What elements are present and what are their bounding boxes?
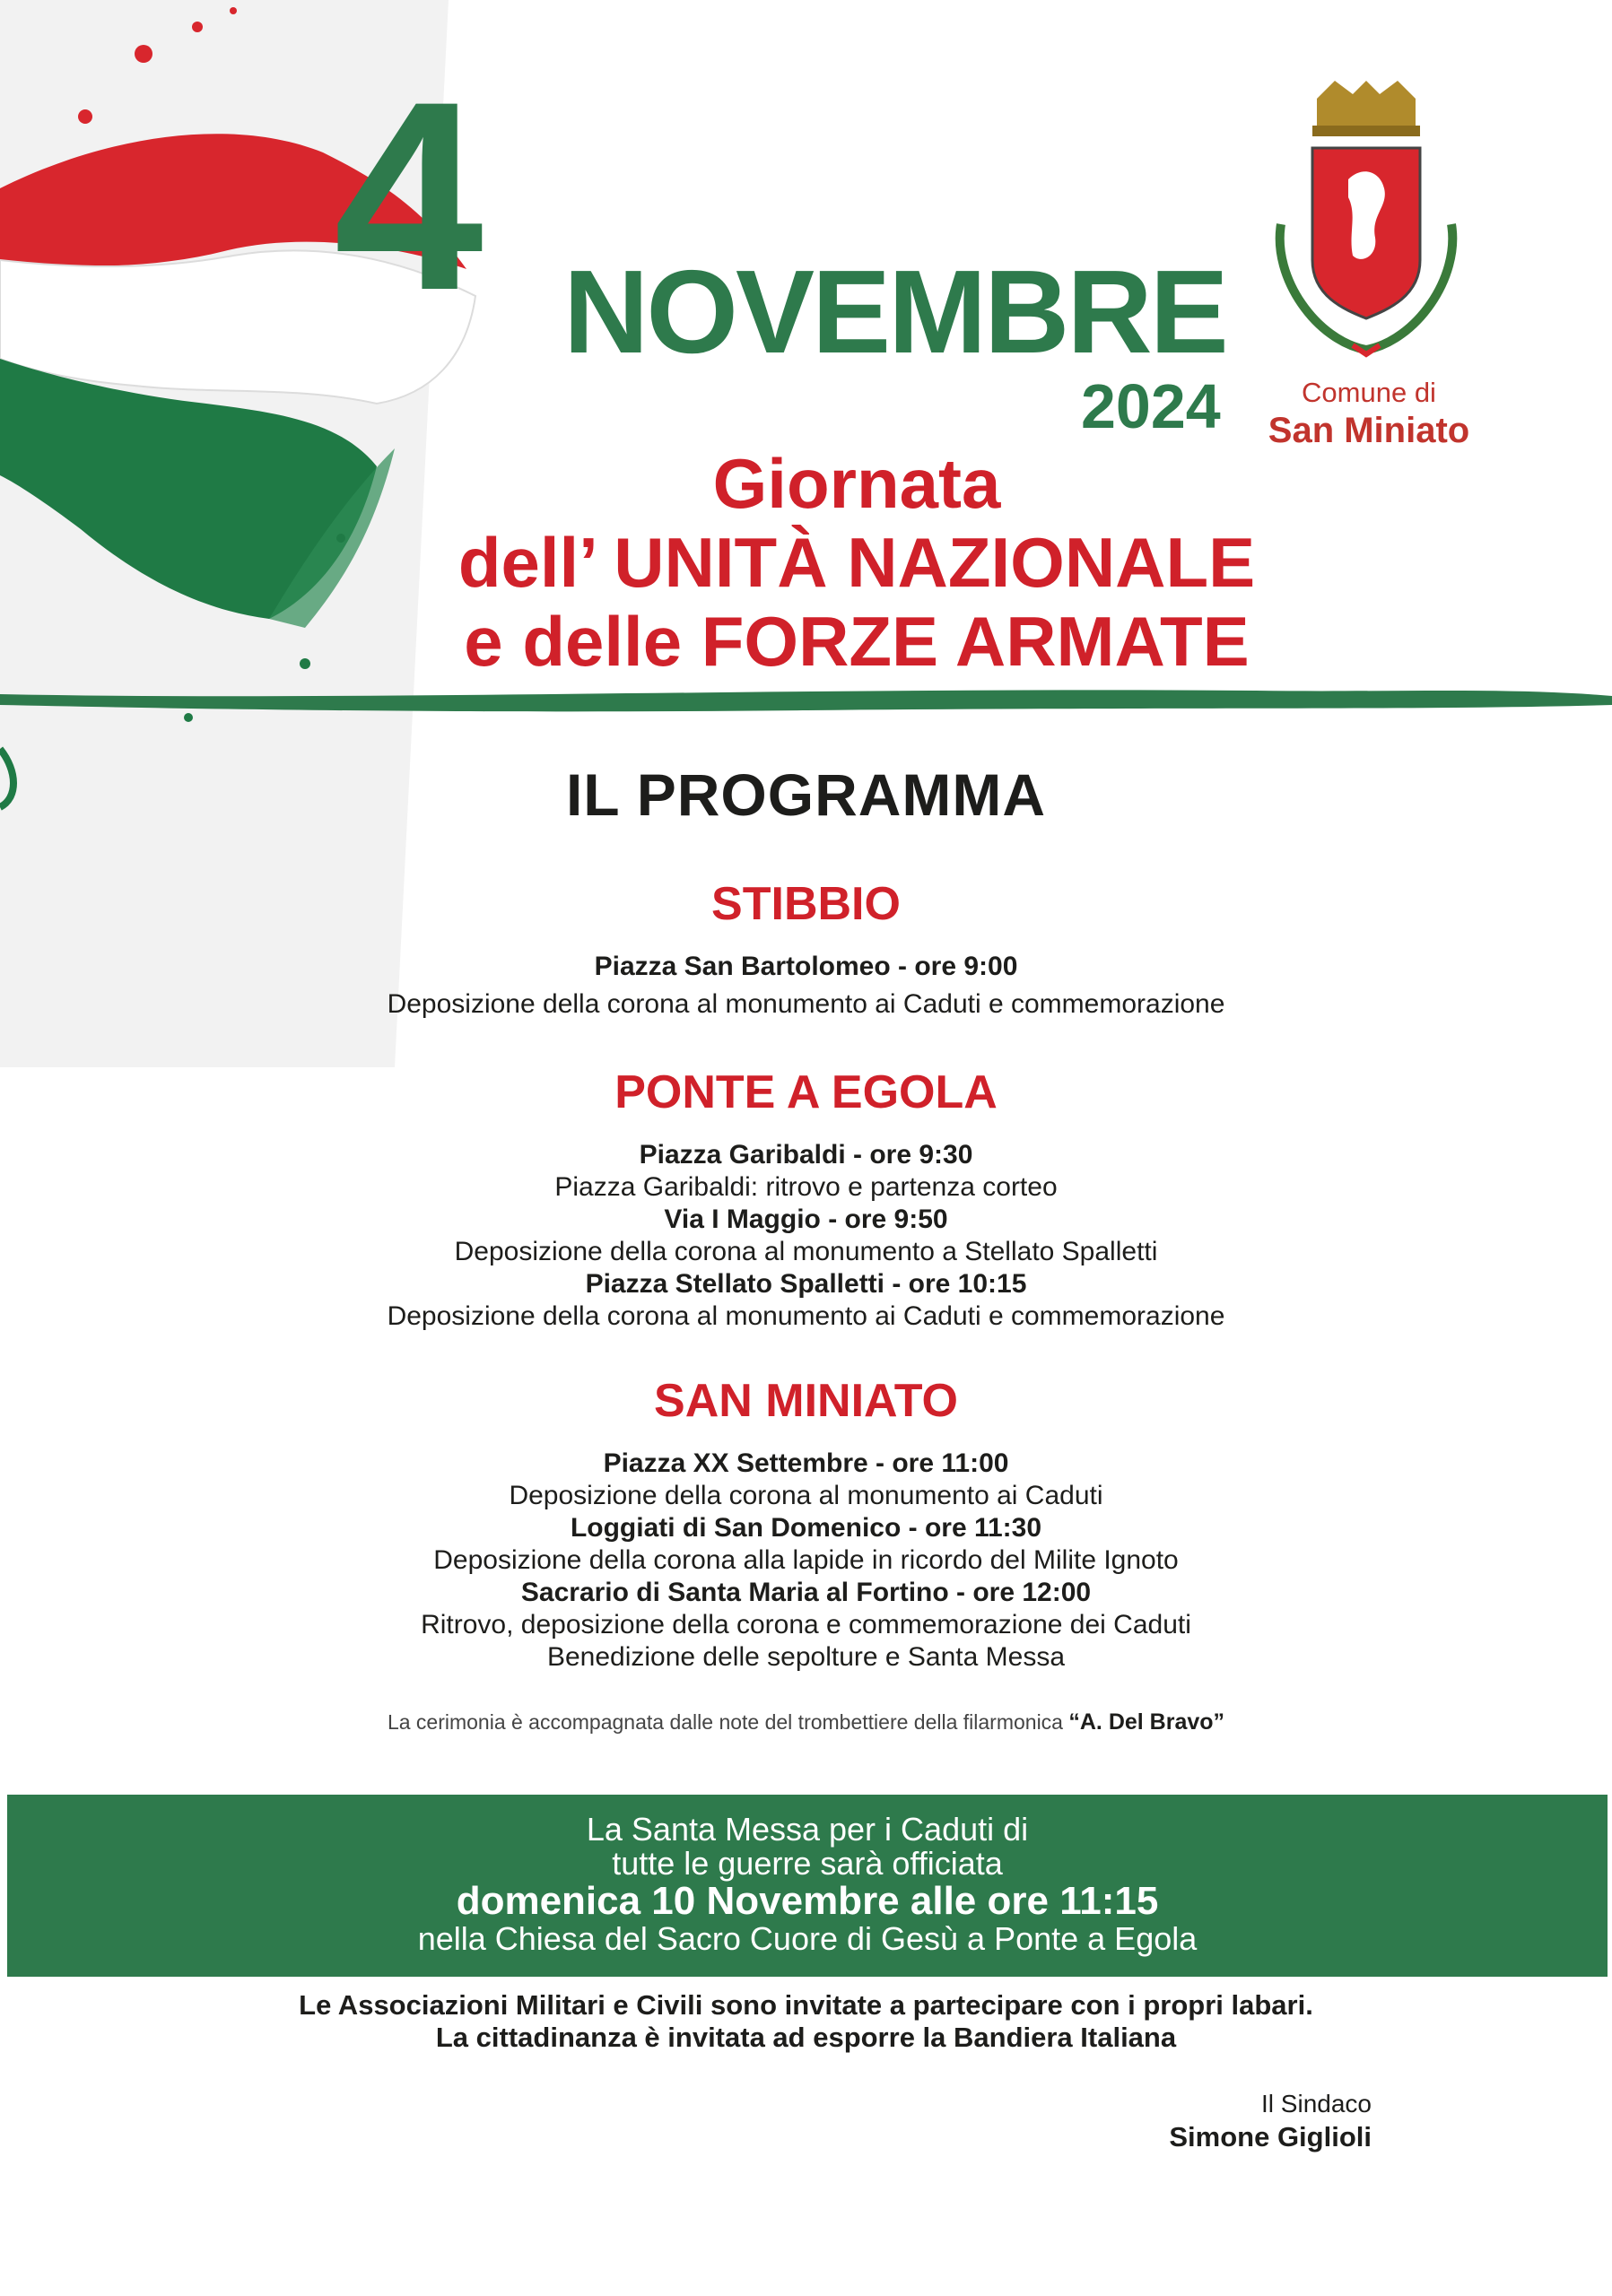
event-description: Piazza Garibaldi: ritrovo e partenza corteo: [554, 1172, 1058, 1202]
comune-name: San Miniato: [1268, 411, 1470, 450]
program-title: IL PROGRAMMA: [565, 761, 1047, 828]
banner-date: domenica 10 Novembre alle ore 11:15: [456, 1879, 1159, 1923]
section-title: SAN MINIATO: [654, 1375, 958, 1427]
section-title: STIBBIO: [711, 878, 901, 930]
section-ponte-a-egola: [0, 1065, 1612, 1333]
ceremony-note-band: “A. Del Bravo”: [1068, 1709, 1225, 1735]
event-time-line: Piazza XX Settembre - ore 11:00: [603, 1448, 1009, 1478]
mass-banner: [7, 1795, 1608, 1977]
signature-name: Simone Giglioli: [1169, 2121, 1372, 2152]
event-time-line: Piazza San Bartolomeo - ore 9:00: [594, 952, 1018, 981]
invitation: [0, 1989, 1612, 2054]
headline-line-2: dell’ UNITÀ NAZIONALE: [457, 523, 1256, 602]
event-headline: [341, 444, 1372, 681]
invitation-line-2: La cittadinanza è invitata ad esporre la Bandiera Italiana: [435, 2022, 1177, 2053]
event-description: Deposizione della corona al monumento ai Caduti e commemorazione: [387, 1301, 1225, 1331]
ceremony-note-text: La cerimonia è accompagnata dalle note del trombettiere della filarmonica: [387, 1710, 1063, 1734]
headline-line-3: e delle FORZE ARMATE: [464, 602, 1250, 681]
event-year: 2024: [1081, 371, 1221, 441]
event-description: Deposizione della corona al monumento ai Caduti e commemorazione: [387, 989, 1225, 1019]
event-time-line: Piazza Garibaldi - ore 9:30: [639, 1140, 973, 1170]
event-day: 4: [334, 45, 478, 346]
event-description: Deposizione della corona alla lapide in ricordo del Milite Ignoto: [433, 1545, 1179, 1575]
event-time-line: Sacrario di Santa Maria al Fortino - ore 12:00: [520, 1578, 1092, 1607]
banner-location: nella Chiesa del Sacro Cuore di Gesù a Ponte a Egola: [417, 1920, 1198, 1957]
event-description: Ritrovo, deposizione della corona e commemorazione dei Caduti: [421, 1610, 1191, 1639]
event-time-line: Piazza Stellato Spalletti - ore 10:15: [585, 1269, 1027, 1299]
event-description: Deposizione della corona al monumento ai Caduti: [509, 1481, 1103, 1510]
event-description: Benedizione delle sepolture e Santa Messa: [546, 1642, 1066, 1672]
headline-line-1: Giornata: [712, 444, 1001, 523]
green-divider: [0, 683, 1612, 728]
section-san-miniato: [0, 1374, 1612, 1674]
municipal-crest-icon: [1263, 81, 1469, 368]
event-time-line: Loggiati di San Domenico - ore 11:30: [570, 1513, 1042, 1543]
section-title: PONTE A EGOLA: [614, 1066, 998, 1118]
section-stibbio: [0, 877, 1612, 1021]
ceremony-note: [0, 1709, 1612, 1735]
banner-line-2: tutte le guerre sarà officiata: [612, 1845, 1003, 1882]
banner-line-1: La Santa Messa per i Caduti di: [586, 1811, 1029, 1848]
event-month: NOVEMBRE: [563, 246, 1226, 378]
signature-role: Il Sindaco: [1261, 2090, 1372, 2118]
event-description: Deposizione della corona al monumento a Stellato Spalletti: [454, 1237, 1158, 1266]
comune-label: Comune di: [1302, 377, 1436, 408]
invitation-line-1: Le Associazioni Militari e Civili sono invitate a partecipare con i propri labari.: [299, 1989, 1313, 2021]
event-time-line: Via I Maggio - ore 9:50: [664, 1205, 948, 1234]
